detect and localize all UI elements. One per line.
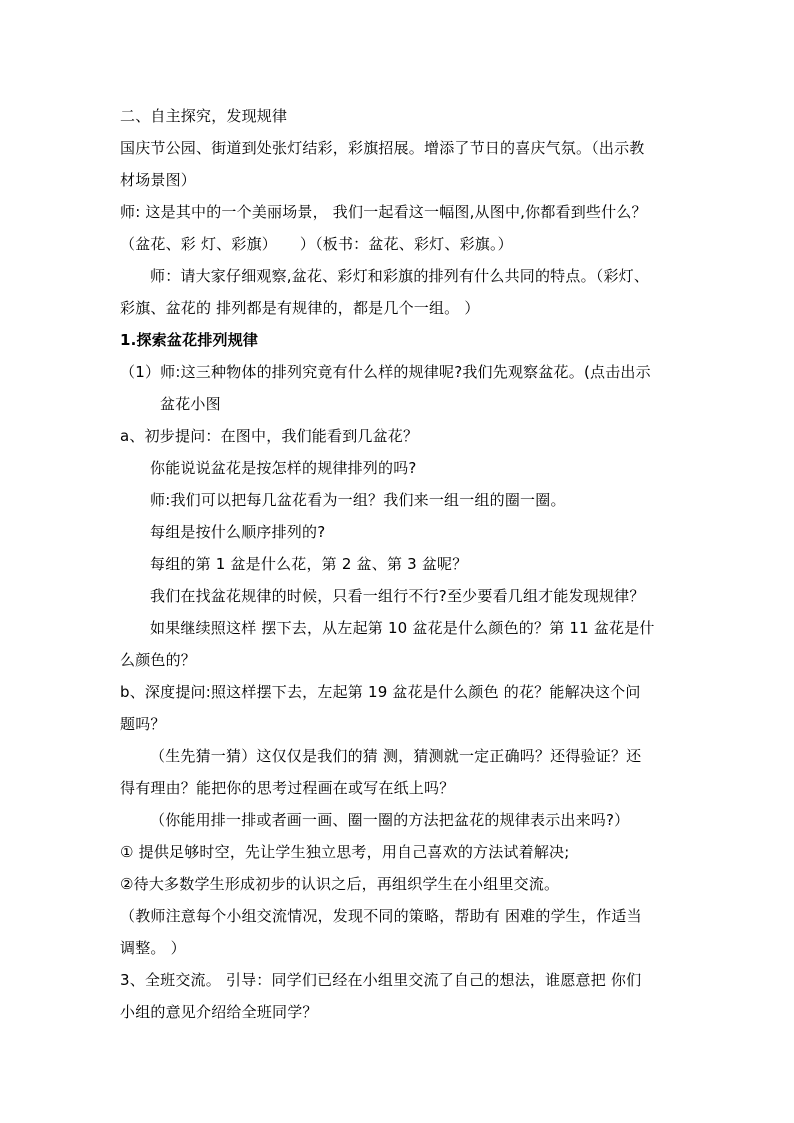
paragraph-line: 调整。 ） <box>120 939 186 957</box>
paragraph-line: （教师注意每个小组交流情况，发现不同的策略，帮助有 困难的学生，作适当 <box>120 907 642 925</box>
subsection-heading: 1.探索盆花排列规律 <box>120 331 259 349</box>
paragraph-line: 每组的第 1 盆是什么花，第 2 盆、第 3 盆呢？ <box>150 555 468 573</box>
section-heading: 二、自主探究，发现规律 <box>120 107 288 125</box>
paragraph-line: 师：请大家仔细观察,盆花、彩灯和彩旗的排列有什么共同的特点。（彩灯、 <box>150 267 650 285</box>
paragraph-line: 彩旗、盆花的 排列都是有规律的，都是几个一组。 ） <box>120 299 480 317</box>
paragraph-line: 你能说说盆花是按怎样的规律排列的吗? <box>150 459 417 477</box>
paragraph-line: （盆花、彩 灯、彩旗） ）（板书：盆花、彩灯、彩旗。） <box>120 235 513 253</box>
paragraph-line: ②待大多数学生形成初步的认识之后，再组织学生在小组里交流。 <box>120 875 560 893</box>
paragraph-line: （你能用排一排或者画一画、圈一圈的方法把盆花的规律表示出来吗?） <box>150 811 630 829</box>
paragraph-line: 我们在找盆花规律的时候，只看一组行不行?至少要看几组才能发现规律？ <box>150 587 645 605</box>
paragraph-line: 盆花小图 <box>160 395 221 413</box>
paragraph-line: 题吗？ <box>120 715 166 733</box>
paragraph-line: 小组的意见介绍给全班同学？ <box>120 1003 318 1021</box>
paragraph-line: 师:我们可以把每几盆花看为一组？我们来一组一组的圈一圈。 <box>150 491 566 509</box>
paragraph-line: b、深度提问:照这样摆下去，左起第 19 盆花是什么颜色 的花？能解决这个问 <box>120 683 641 701</box>
paragraph-line: 3、全班交流。 引导：同学们已经在小组里交流了自己的想法，谁愿意把 你们 <box>120 971 642 989</box>
paragraph-line: （生先猜一猜）这仅仅是我们的猜 测，猜测就一定正确吗？还得验证？还 <box>150 747 642 765</box>
paragraph-line: 每组是按什么顺序排列的? <box>150 523 326 541</box>
paragraph-line: 师: 这是其中的一个美丽场景， 我们一起看这一幅图,从图中,你都看到些什么？ <box>120 203 647 221</box>
paragraph-line: （1）师:这三种物体的排列究竟有什么样的规律呢?我们先观察盆花。(点击出示 <box>120 363 651 381</box>
paragraph-line: 得有理由？能把你的思考过程画在或写在纸上吗？ <box>120 779 455 797</box>
paragraph-line: ① 提供足够时空，先让学生独立思考，用自己喜欢的方法试着解决; <box>120 843 570 861</box>
paragraph-line: 么颜色的？ <box>120 651 197 669</box>
paragraph-line: 国庆节公园、街道到处张灯结彩，彩旗招展。增添了节日的喜庆气氛。（出示教 <box>120 139 645 157</box>
paragraph-line: a、初步提问：在图中，我们能看到几盆花？ <box>120 427 419 445</box>
paragraph-line: 如果继续照这样 摆下去，从左起第 10 盆花是什么颜色的？第 11 盆花是什 <box>150 619 655 637</box>
paragraph-line: 材场景图） <box>120 171 197 189</box>
